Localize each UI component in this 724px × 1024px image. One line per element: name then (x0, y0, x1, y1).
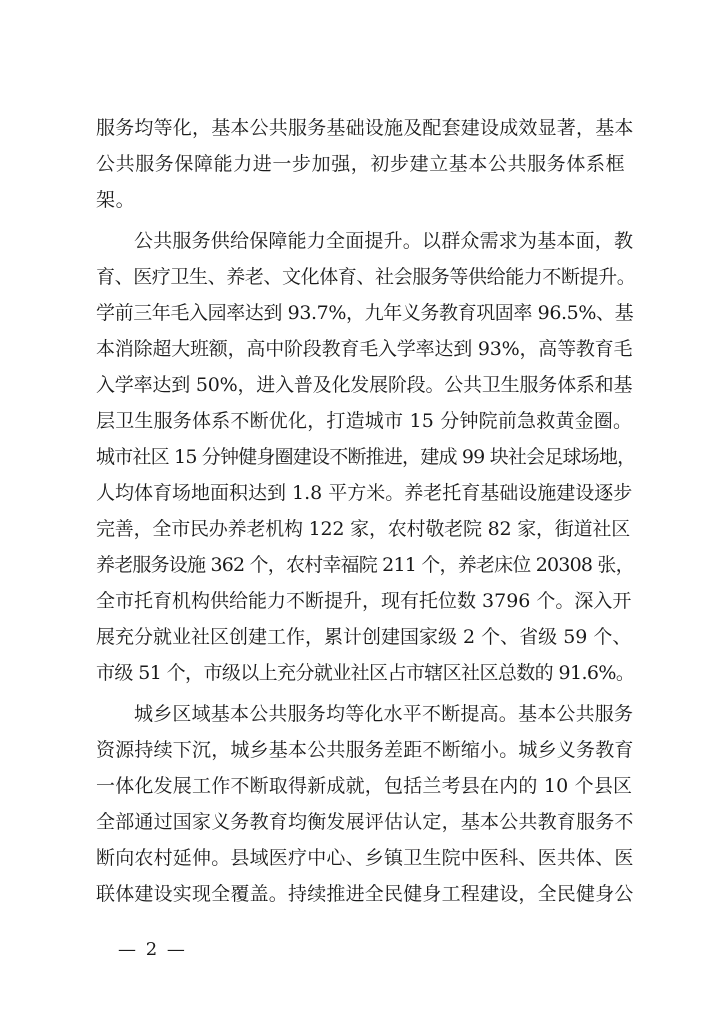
paragraph-heading-line: 公共服务供给保障能力全面提升。以群众需求为基本面，教 (134, 230, 634, 252)
page-number: — 2 — (118, 939, 187, 960)
body-text-line: 全市托育机构供给能力不断提升，现有托位数 3796 个。深入开 (96, 590, 632, 612)
body-text-line: 城市社区 15 分钟健身圈建设不断推进，建成 99 块社会足球场地， (96, 446, 636, 468)
body-text-line: 全部通过国家义务教育均衡发展评估认定，基本公共教育服务不 (96, 811, 634, 833)
body-text-line: 层卫生服务体系不断优化，打造城市 15 分钟院前急救黄金圈。 (96, 410, 633, 432)
body-text-line: 育、医疗卫生、养老、文化体育、社会服务等供给能力不断提升。 (96, 266, 636, 288)
body-text-line: 断向农村延伸。县域医疗中心、乡镇卫生院中医科、医共体、医 (96, 847, 634, 869)
body-text-line: 养老服务设施 362 个，农村幸福院 211 个，养老床位 20308 张， (96, 554, 634, 576)
paragraph-heading-line: 城乡区域基本公共服务均等化水平不断提高。基本公共服务 (134, 703, 634, 725)
body-text-line: 资源持续下沉，城乡基本公共服务差距不断缩小。城乡义务教育 (96, 739, 634, 761)
body-text-line: 市级 51 个，市级以上充分就业社区占市辖区社区总数的 91.6%。 (96, 662, 635, 684)
body-text-line: 公共服务保障能力进一步加强，初步建立基本公共服务体系框 (96, 153, 626, 175)
body-text-line: 展充分就业社区创建工作，累计创建国家级 2 个、省级 59 个、 (96, 626, 632, 648)
body-text-line: 学前三年毛入园率达到 93.7%，九年义务教育巩固率 96.5%、基 (96, 302, 634, 324)
body-text-line: 一体化发展工作不断取得新成就，包括兰考县在内的 10 个县区 (96, 775, 633, 797)
body-text-line: 入学率达到 50%，进入普及化发展阶段。公共卫生服务体系和基 (96, 374, 633, 396)
body-text-line: 人均体育场地面积达到 1.8 平方米。养老托育基础设施建设逐步 (96, 482, 633, 504)
body-text-line: 完善，全市民办养老机构 122 家，农村敬老院 82 家，街道社区 (96, 518, 631, 540)
body-text-line: 架。 (96, 189, 136, 211)
body-text-line: 本消除超大班额，高中阶段教育毛入学率达到 93%，高等教育毛 (96, 338, 633, 360)
body-text-line: 服务均等化，基本公共服务基础设施及配套建设成效显著，基本 (96, 117, 634, 139)
body-text-line: 联体建设实现全覆盖。持续推进全民健身工程建设，全民健身公 (96, 883, 634, 905)
